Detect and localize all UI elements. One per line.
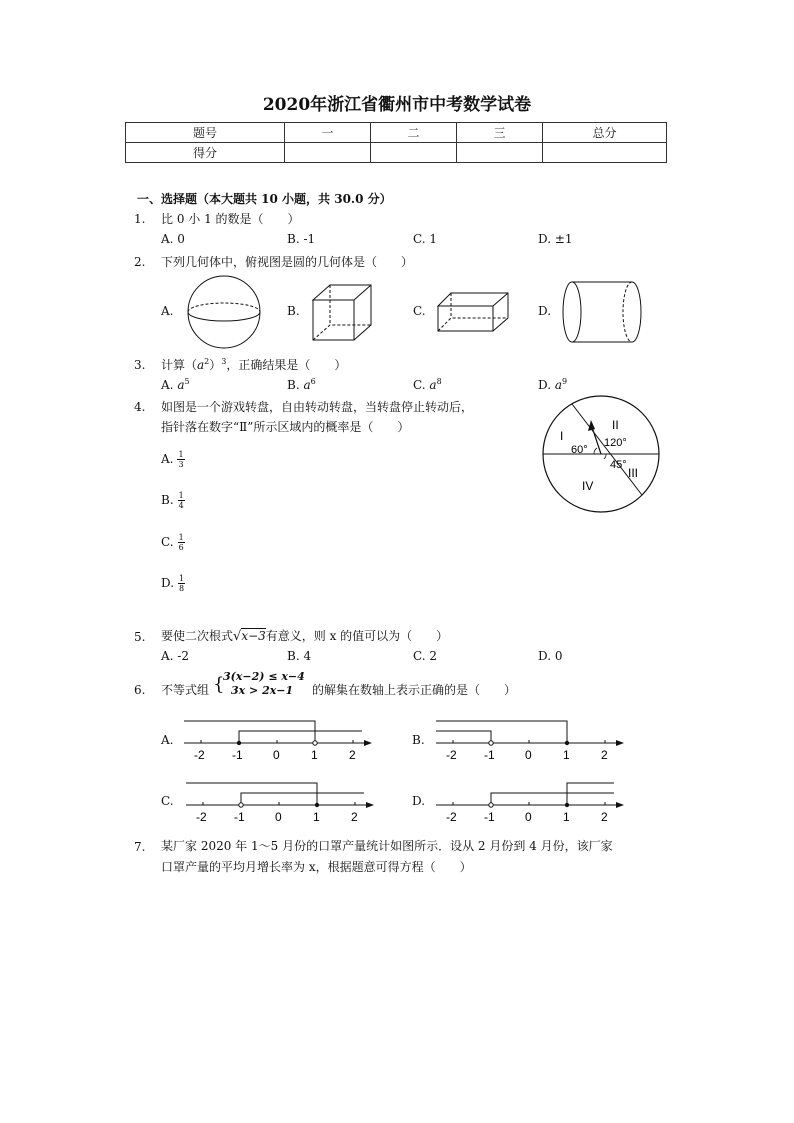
option-c: C. $a^8$ (413, 377, 442, 392)
region-label: I (560, 429, 564, 443)
table-cell: 三 (457, 123, 543, 143)
score-cell[interactable] (457, 143, 543, 163)
tick-label: -2 (196, 810, 207, 824)
tick-label: 1 (313, 810, 320, 824)
cuboid-figure (435, 290, 513, 335)
question-number: 6. (134, 683, 146, 697)
inequality-2: 3x > 2x−1 (231, 684, 294, 697)
option-d: D. $a^9$ (538, 377, 568, 392)
option-a: A. 0 (161, 232, 185, 246)
option-b-label: B. (287, 304, 300, 318)
question-number: 7. (134, 840, 146, 854)
option-c-label: C. (161, 794, 174, 808)
option-b: B. 4 (287, 649, 312, 663)
tick-label: 2 (351, 810, 358, 824)
number-line-c (182, 777, 382, 827)
spinner-figure (540, 393, 662, 515)
tick-label: 0 (275, 810, 282, 824)
table-cell: 二 (371, 123, 457, 143)
table-cell: 一 (285, 123, 371, 143)
option-d-label: D. (538, 304, 552, 318)
tick-label: 0 (525, 748, 532, 762)
tick-label: 1 (563, 748, 570, 762)
question-text: 比 0 小 1 的数是（ ） (161, 212, 300, 226)
question-number: 3. (134, 358, 146, 372)
score-cell[interactable] (543, 143, 667, 163)
question-number: 4. (134, 400, 146, 414)
question-number: 5. (134, 630, 146, 644)
option-b-label: B. (412, 733, 425, 747)
tick-label: 1 (311, 748, 318, 762)
question-number: 1. (134, 212, 146, 226)
question-text-pre: 不等式组 (161, 683, 210, 697)
option-d-label: D. (412, 794, 426, 808)
question-text-line2: 口罩产量的平均月增长率为 x，根据题意可得方程（ ） (161, 860, 472, 874)
tick-label: 2 (349, 748, 356, 762)
tick-label: -2 (194, 748, 205, 762)
option-a: A. -2 (161, 649, 189, 663)
tick-label: 2 (601, 810, 608, 824)
number-line-d (432, 777, 632, 827)
option-b: B. -1 (287, 232, 316, 246)
number-line-a (180, 715, 380, 765)
number-line-b (432, 715, 632, 765)
option-d: D. ±1 (538, 232, 573, 246)
table-cell: 总分 (543, 123, 667, 143)
option-a: A. $a^5$ (161, 377, 190, 392)
table-row (126, 123, 667, 143)
question-text-line1: 如图是一个游戏转盘，自由转动转盘，当转盘停止转动后， (161, 400, 474, 414)
option-c: C. $\frac{1}{6}$ (161, 533, 184, 552)
tick-label: -1 (484, 748, 495, 762)
brace-icon: { (213, 674, 225, 695)
angle-label: 45° (610, 459, 627, 471)
tick-label: -1 (234, 810, 245, 824)
option-d: D. 0 (538, 649, 563, 663)
question-number: 2. (134, 255, 146, 269)
inequality-1: 3(x−2) ≤ x−4 (223, 670, 305, 683)
score-table (125, 122, 667, 163)
region-label: III (628, 466, 639, 480)
score-cell[interactable] (371, 143, 457, 163)
option-a-label: A. (161, 304, 174, 318)
option-a-label: A. (161, 733, 174, 747)
option-c-label: C. (413, 304, 426, 318)
option-a: A. $\frac{1}{3}$ (161, 450, 184, 469)
option-d: D. $\frac{1}{8}$ (161, 574, 185, 593)
option-b: B. $a^6$ (287, 377, 316, 392)
section-heading: 一、选择题（本大题共 10 小题，共 30.0 分） (137, 192, 392, 206)
question-text: 计算$(a^2)^3$，正确结果是（ ） (161, 357, 347, 372)
tick-label: 2 (601, 748, 608, 762)
tick-label: -1 (484, 810, 495, 824)
option-c: C. 2 (413, 649, 438, 663)
question-text-post: 的解集在数轴上表示正确的是（ ） (312, 683, 517, 697)
score-cell[interactable] (285, 143, 371, 163)
tick-label: -2 (446, 810, 457, 824)
angle-label: 120° (604, 437, 627, 449)
option-b: B. $\frac{1}{4}$ (161, 491, 184, 510)
tick-label: -2 (446, 748, 457, 762)
question-text: 下列几何体中，俯视图是圆的几何体是（ ） (161, 255, 414, 269)
region-label: II (612, 418, 619, 432)
cylinder-figure (560, 279, 646, 345)
question-text: 要使二次根式√x−3有意义，则 x 的值可以为（ ） (161, 629, 449, 644)
table-cell: 得分 (126, 143, 285, 163)
tick-label: 1 (563, 810, 570, 824)
page-title: 2020年浙江省衢州市中考数学试卷 (262, 95, 532, 115)
question-text-line1: 某厂家 2020 年 1～5 月份的口罩产量统计如图所示．设从 2 月份到 4 月份，该厂家 (161, 839, 613, 853)
table-row (126, 143, 667, 163)
question-text-line2: 指针落在数字“Ⅱ”所示区域内的概率是（ ） (161, 420, 410, 434)
table-cell: 题号 (126, 123, 285, 143)
tick-label: 0 (525, 810, 532, 824)
region-label: IV (582, 479, 594, 493)
option-c: C. 1 (413, 232, 438, 246)
tick-label: -1 (232, 748, 243, 762)
tick-label: 0 (273, 748, 280, 762)
cube-figure (310, 282, 380, 344)
sphere-figure (185, 274, 265, 352)
angle-label: 60° (571, 444, 588, 456)
